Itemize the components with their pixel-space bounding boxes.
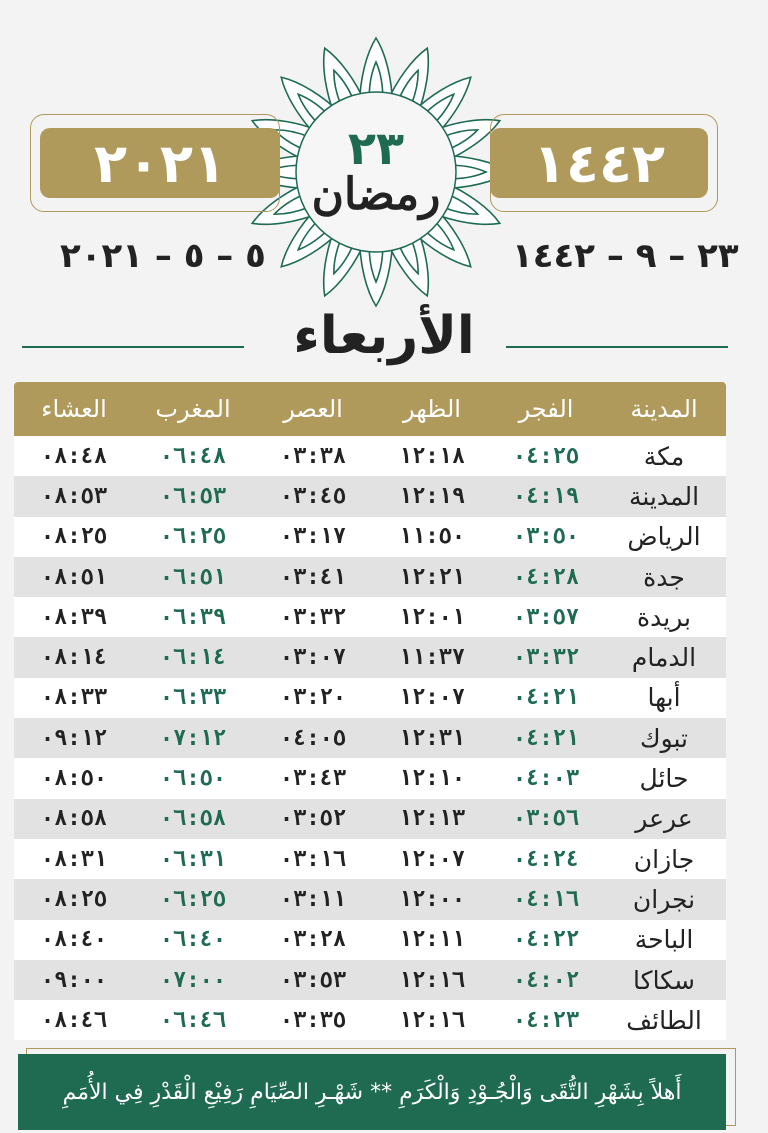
cell-asr: ٠٤:٠٥ [279,725,347,751]
footer-verse: أَهلاً بِشَهْرِ التُّقَى وَالْجُـوْدِ وَالْكَرَمِ ** شَهْـرِ الصِّيَامِ رَفِيْعِ الْقَدْرِ فِي الأُمَمِ [18,1054,726,1130]
cell-fajr: ٠٤:٢١ [512,725,580,751]
cell-isha: ٠٨:٥٨ [40,806,108,832]
cell-city: الرياض [627,522,701,552]
cell-asr: ٠٣:٤٣ [279,766,347,792]
cell-city: حائل [639,764,689,794]
cell-isha: ٠٨:٤٨ [40,443,108,469]
cell-fajr: ٠٤:٢٤ [512,846,580,872]
table-row [14,436,726,476]
cell-maghrib: ٠٦:٣١ [159,846,227,872]
cell-isha: ٠٩:٠٠ [40,967,108,993]
cell-dhuhr: ١٢:١١ [398,927,466,953]
cell-asr: ٠٣:٢٨ [279,927,347,953]
table-row [14,597,726,637]
table-row [14,758,726,798]
cell-isha: ٠٨:٥٠ [40,766,108,792]
day-number: ٢٣ [347,120,405,175]
gregorian-year: ٢٠٢١ [40,128,280,198]
header-dhuhr: الظهر [403,395,461,423]
cell-dhuhr: ١٢:١٩ [398,483,466,509]
cell-city: المدينة [628,481,700,511]
cell-isha: ٠٨:٣٩ [40,604,108,630]
cell-dhuhr: ١٢:٠٠ [398,886,466,912]
header-city: المدينة [630,395,698,423]
cell-isha: ٠٨:٣٣ [40,685,108,711]
table-row [14,517,726,557]
cell-city: أبها [647,683,681,713]
header-isha: العشاء [41,395,107,423]
cell-isha: ٠٩:١٢ [40,725,108,751]
cell-maghrib: ٠٦:٤٦ [159,1007,227,1033]
hijri-date: ٢٣ – ٩ – ١٤٤٢ [512,236,739,276]
cell-city: نجران [632,884,696,914]
cell-fajr: ٠٣:٥٠ [512,524,580,550]
gregorian-date: ٥ – ٥ – ٢٠٢١ [60,236,266,276]
table-row [14,637,726,677]
cell-dhuhr: ١١:٥٠ [398,524,466,550]
table-body [14,436,726,1040]
cell-asr: ٠٣:٣٨ [279,443,347,469]
cell-dhuhr: ١٢:٣١ [398,725,466,751]
cell-maghrib: ٠٦:٥٨ [159,806,227,832]
cell-asr: ٠٣:٥٢ [279,806,347,832]
cell-asr: ٠٣:٤١ [279,564,347,590]
cell-city: بريدة [637,602,691,632]
cell-city: جازان [633,844,695,874]
cell-isha: ٠٨:٢٥ [40,886,108,912]
cell-dhuhr: ١١:٣٧ [398,645,466,671]
cell-city: تبوك [639,723,689,753]
cell-maghrib: ٠٦:٥٠ [159,766,227,792]
table-row [14,960,726,1000]
cell-maghrib: ٠٦:٢٥ [159,524,227,550]
cell-fajr: ٠٤:٢١ [512,685,580,711]
hijri-year-banner [490,114,718,212]
cell-isha: ٠٨:٣١ [40,846,108,872]
month-name: رمضان [311,168,441,220]
cell-isha: ٠٨:٥١ [40,564,108,590]
cell-asr: ٠٣:٤٥ [279,483,347,509]
cell-fajr: ٠٤:٠٣ [512,766,580,792]
header-fajr: الفجر [518,395,574,423]
table-header [14,382,726,436]
cell-dhuhr: ١٢:١٣ [398,806,466,832]
cell-asr: ٠٣:٣٢ [279,604,347,630]
cell-maghrib: ٠٦:٤٨ [159,443,227,469]
cell-dhuhr: ١٢:١٦ [398,967,466,993]
cell-fajr: ٠٤:٢٥ [512,443,580,469]
cell-dhuhr: ١٢:٠٧ [398,846,466,872]
hijri-year: ١٤٤٢ [490,128,708,198]
cell-fajr: ٠٤:٠٢ [512,967,580,993]
cell-fajr: ٠٤:٢٢ [512,927,580,953]
cell-fajr: ٠٤:٢٣ [512,1007,580,1033]
cell-isha: ٠٨:٤٦ [40,1007,108,1033]
cell-isha: ٠٨:١٤ [40,645,108,671]
cell-asr: ٠٣:١٧ [279,524,347,550]
cell-city: جدة [643,562,685,592]
cell-isha: ٠٨:٢٥ [40,524,108,550]
cell-fajr: ٠٤:٢٨ [512,564,580,590]
rosette-center [299,95,453,249]
cell-dhuhr: ١٢:١٠ [398,766,466,792]
cell-maghrib: ٠٦:١٤ [159,645,227,671]
header-asr: العصر [283,395,343,423]
cell-city: عرعر [635,804,693,834]
cell-asr: ٠٣:٢٠ [279,685,347,711]
cell-maghrib: ٠٦:٣٣ [159,685,227,711]
table-row [14,678,726,718]
cell-dhuhr: ١٢:٠١ [398,604,466,630]
cell-asr: ٠٣:١١ [279,886,347,912]
table-row [14,1000,726,1040]
cell-city: مكة [643,441,685,471]
cell-city: الدمام [631,643,697,673]
cell-fajr: ٠٣:٥٧ [512,604,580,630]
cell-asr: ٠٣:١٦ [279,846,347,872]
table-row [14,839,726,879]
day-name: الأربعاء [293,306,475,366]
cell-dhuhr: ١٢:٢١ [398,564,466,590]
cell-isha: ٠٨:٤٠ [40,927,108,953]
table-row [14,920,726,960]
header-maghrib: المغرب [155,395,231,423]
table-row [14,718,726,758]
cell-maghrib: ٠٧:٠٠ [159,967,227,993]
cell-fajr: ٠٤:١٩ [512,483,580,509]
cell-maghrib: ٠٦:٢٥ [159,886,227,912]
cell-city: سكاكا [633,965,695,995]
cell-fajr: ٠٤:١٦ [512,886,580,912]
cell-asr: ٠٣:٥٣ [279,967,347,993]
table-row [14,557,726,597]
cell-fajr: ٠٣:٥٦ [512,806,580,832]
cell-maghrib: ٠٦:٣٩ [159,604,227,630]
cell-asr: ٠٣:٠٧ [279,645,347,671]
cell-maghrib: ٠٦:٤٠ [159,927,227,953]
gregorian-year-banner [30,114,280,212]
cell-maghrib: ٠٧:١٢ [159,725,227,751]
cell-dhuhr: ١٢:١٦ [398,1007,466,1033]
cell-city: الطائف [626,1005,702,1035]
cell-dhuhr: ١٢:٠٧ [398,685,466,711]
cell-dhuhr: ١٢:١٨ [398,443,466,469]
table-row [14,879,726,919]
cell-isha: ٠٨:٥٣ [40,483,108,509]
cell-maghrib: ٠٦:٥٣ [159,483,227,509]
table-row [14,476,726,516]
table-row [14,799,726,839]
cell-fajr: ٠٣:٣٢ [512,645,580,671]
prayer-times-table [14,382,726,1040]
cell-maghrib: ٠٦:٥١ [159,564,227,590]
cell-asr: ٠٣:٣٥ [279,1007,347,1033]
cell-city: الباحة [634,925,694,955]
